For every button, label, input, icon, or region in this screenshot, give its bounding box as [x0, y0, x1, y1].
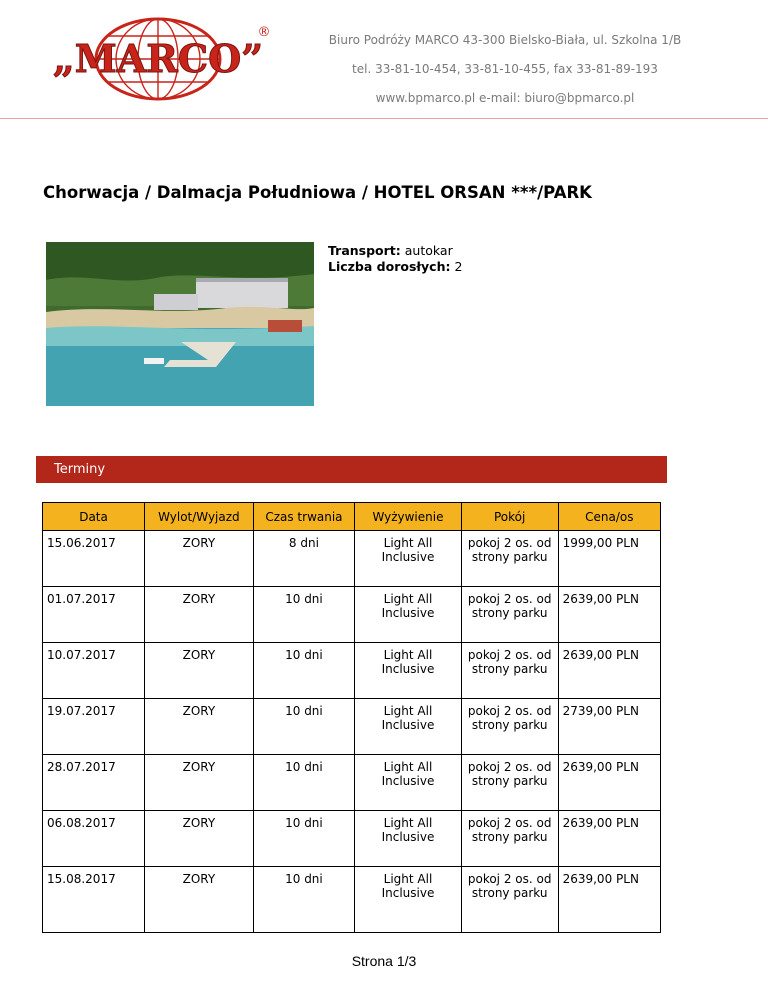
terms-table: [42, 502, 661, 933]
registered-mark: ®: [257, 25, 271, 40]
page-title: Chorwacja / Dalmacja Południowa / HOTEL ORSAN ***/PARK: [43, 183, 592, 202]
price-cell: 2639,00 PLN: [558, 755, 660, 811]
price-cell: 2639,00 PLN: [558, 867, 660, 933]
date-cell: 10.07.2017: [43, 643, 145, 699]
room-cell: pokoj 2 os. od strony parku: [461, 811, 558, 867]
board-cell: Light All Inclusive: [355, 811, 462, 867]
column-header: Wylot/Wyjazd: [145, 503, 254, 531]
date-cell: 15.06.2017: [43, 531, 145, 587]
board-cell: Light All Inclusive: [355, 867, 462, 933]
departure-cell: ZORY: [145, 867, 254, 933]
departure-cell: ZORY: [145, 531, 254, 587]
adults-value: 2: [454, 259, 463, 274]
duration-cell: 10 dni: [253, 587, 355, 643]
date-cell: 15.08.2017: [43, 867, 145, 933]
adults-label: Liczba dorosłych:: [328, 259, 451, 274]
room-cell: pokoj 2 os. od strony parku: [461, 643, 558, 699]
room-cell: pokoj 2 os. od strony parku: [461, 699, 558, 755]
column-header: Pokój: [461, 503, 558, 531]
hotel-photo: [46, 242, 314, 406]
table-row: [43, 811, 661, 867]
price-cell: 2739,00 PLN: [558, 699, 660, 755]
table-row: [43, 587, 661, 643]
logo-wordmark: „MARCO”: [52, 36, 264, 81]
marco-logo: [38, 16, 278, 102]
departure-cell: ZORY: [145, 811, 254, 867]
board-cell: Light All Inclusive: [355, 643, 462, 699]
departure-cell: ZORY: [145, 699, 254, 755]
departure-cell: ZORY: [145, 755, 254, 811]
table-row: [43, 867, 661, 933]
duration-cell: 10 dni: [253, 811, 355, 867]
transport-label: Transport:: [328, 243, 401, 258]
departure-cell: ZORY: [145, 643, 254, 699]
letterhead: [0, 0, 768, 119]
price-cell: 2639,00 PLN: [558, 811, 660, 867]
date-cell: 01.07.2017: [43, 587, 145, 643]
date-cell: 19.07.2017: [43, 699, 145, 755]
column-header: Cena/os: [558, 503, 660, 531]
transport-value: autokar: [404, 243, 453, 258]
price-cell: 2639,00 PLN: [558, 587, 660, 643]
column-header: Czas trwania: [253, 503, 355, 531]
duration-cell: 10 dni: [253, 867, 355, 933]
price-cell: 1999,00 PLN: [558, 531, 660, 587]
board-cell: Light All Inclusive: [355, 531, 462, 587]
date-cell: 06.08.2017: [43, 811, 145, 867]
transport-row: [328, 243, 462, 259]
duration-cell: 10 dni: [253, 643, 355, 699]
room-cell: pokoj 2 os. od strony parku: [461, 587, 558, 643]
company-web-email: www.bpmarco.pl e-mail: biuro@bpmarco.pl: [375, 91, 635, 105]
board-cell: Light All Inclusive: [355, 587, 462, 643]
column-header: Wyżywienie: [355, 503, 462, 531]
price-cell: 2639,00 PLN: [558, 643, 660, 699]
table-row: [43, 755, 661, 811]
duration-cell: 10 dni: [253, 755, 355, 811]
duration-cell: 10 dni: [253, 699, 355, 755]
room-cell: pokoj 2 os. od strony parku: [461, 755, 558, 811]
section-terminy: Terminy: [36, 456, 667, 483]
room-cell: pokoj 2 os. od strony parku: [461, 531, 558, 587]
table-row: [43, 699, 661, 755]
table-row: [43, 531, 661, 587]
duration-cell: 8 dni: [253, 531, 355, 587]
column-header: Data: [43, 503, 145, 531]
room-cell: pokoj 2 os. od strony parku: [461, 867, 558, 933]
table-header-row: [43, 503, 661, 531]
adults-row: [328, 259, 462, 275]
departure-cell: ZORY: [145, 587, 254, 643]
board-cell: Light All Inclusive: [355, 699, 462, 755]
board-cell: Light All Inclusive: [355, 755, 462, 811]
table-row: [43, 643, 661, 699]
trip-info: [328, 243, 462, 275]
page-number: Strona 1/3: [351, 953, 417, 969]
company-phones: tel. 33-81-10-454, 33-81-10-455, fax 33-81-89-193: [352, 62, 658, 76]
date-cell: 28.07.2017: [43, 755, 145, 811]
company-address: Biuro Podróży MARCO 43-300 Bielsko-Biała, ul. Szkolna 1/B: [328, 33, 682, 47]
